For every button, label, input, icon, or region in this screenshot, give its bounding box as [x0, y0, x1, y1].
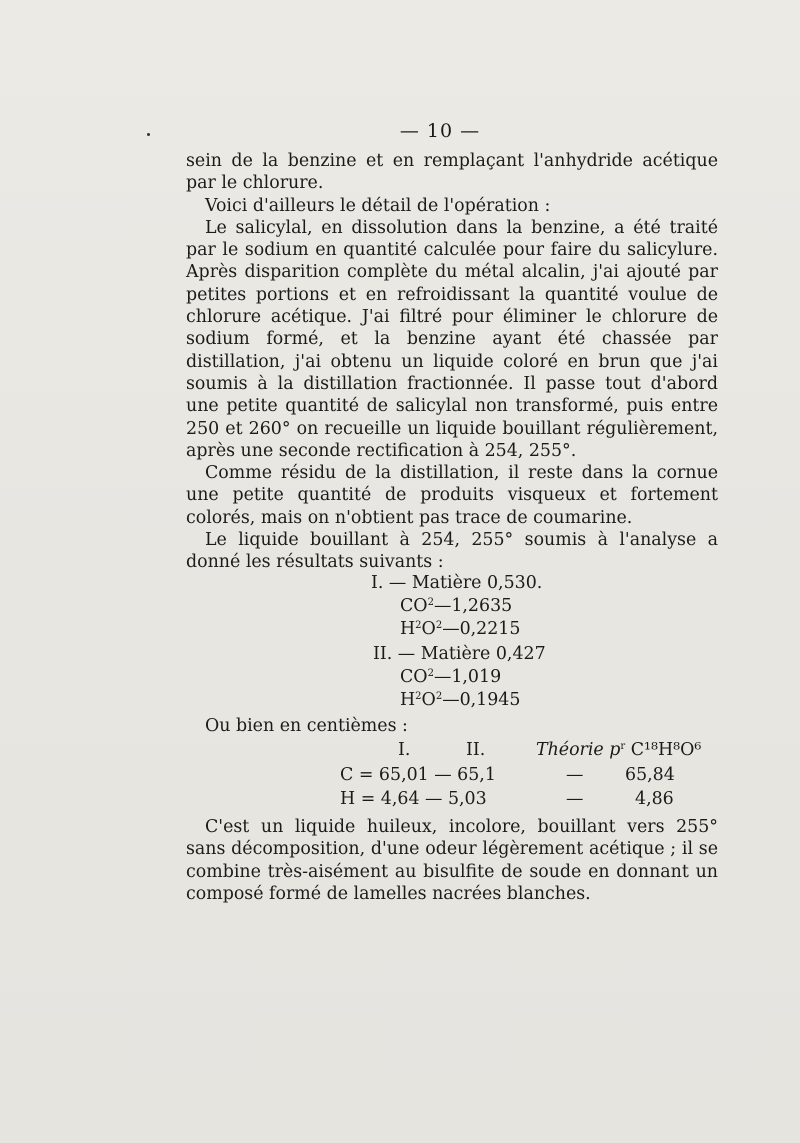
results-row-h: H = 4,64 — 5,03 [340, 789, 487, 809]
h-formula: H [400, 619, 416, 639]
analysis-ii-co2 [400, 666, 501, 689]
final-paragraph-block [186, 816, 718, 905]
results-row-h-dash: — [566, 789, 584, 809]
o-sup: 2 [435, 620, 443, 631]
h-formula: H [400, 690, 416, 710]
co-sup: 2 [427, 597, 434, 608]
body-text [186, 150, 718, 574]
theory-formula: C¹⁸H⁸O⁶ [630, 740, 702, 760]
co-formula: CO [400, 667, 428, 687]
o-sup: 2 [435, 691, 443, 702]
results-header-ii: II. [466, 740, 486, 760]
analysis-ii-h2o [400, 689, 520, 712]
results-row-h-theory: 4,86 [635, 789, 674, 809]
analysis-i-matiere: I. — Matière 0,530. [371, 573, 543, 593]
analysis-ii-co2-value: —1,019 [433, 667, 502, 687]
results-row-c: C = 65,01 — 65,1 [340, 765, 496, 785]
analysis-i-h2o-value: —0,2215 [442, 619, 521, 639]
analysis-i-co2-value: —1,2635 [433, 596, 513, 616]
paragraph-properties: C'est un liquide huileux, incolore, bouillant vers 255° sans décomposition, d'une odeur légèrement acétique ; il se combine très-aisément au bisulfite de soude en donnant un composé formé de lamelles nacrées blanches. [186, 817, 718, 904]
h-sup: 2 [415, 620, 422, 631]
theory-label: Théorie [536, 740, 604, 760]
co-sup: 2 [427, 668, 434, 679]
results-row-c-theory: 65,84 [625, 765, 675, 785]
o-formula: O [421, 690, 436, 710]
analysis-i-h2o [400, 618, 520, 641]
paragraph-procedure: Le salicylal, en dissolution dans la benzine, a été traité par le sodium en quantité calculée pour faire du salicylure. Après disparition complète du métal alcalin, j'ai ajouté par petites portions et en refroidissant la quantité voulue de chlorure acétique. J'ai filtré pour éliminer le chlorure de sodium formé, et la benzine ayant été chassée par distillation, j'ai obtenu un liquide coloré en brun que j'ai soumis à la distillation fractionnée. Il passe tout d'abord une petite quantité de salicylal non transformé, puis entre 250 et 260° on recueille un liquide bouillant régulièrement, après une seconde rectification à 254, 255°. [186, 217, 718, 461]
results-header-theory [536, 740, 701, 760]
centiemes-label: Ou bien en centièmes : [205, 716, 408, 736]
paragraph-residue: Comme résidu de la distillation, il reste dans la cornue une petite quantité de produits visqueux et fortement colorés, mais on n'obtient pas trace de coumarine. [186, 463, 718, 528]
results-row-c-dash: — [566, 765, 584, 785]
paragraph-analysis-intro: Le liquide bouillant à 254, 255° soumis à l'analyse a donné les résultats suivants : [186, 530, 718, 573]
h-sup: 2 [415, 691, 422, 702]
results-header-i: I. [398, 740, 411, 760]
analysis-ii-matiere: II. — Matière 0,427 [373, 644, 546, 664]
paragraph-continuation: sein de la benzine et en remplaçant l'anhydride acétique par le chlorure. [186, 151, 718, 194]
page-number: — 10 — [399, 120, 481, 142]
paragraph-operation-intro: Voici d'ailleurs le détail de l'opération : [205, 195, 551, 216]
theory-pour-sup: r [620, 741, 626, 752]
analysis-i-co2 [400, 595, 512, 618]
analysis-ii-h2o-value: —0,1945 [442, 690, 521, 710]
o-formula: O [421, 619, 436, 639]
theory-pour: p [609, 740, 621, 760]
co-formula: CO [400, 596, 428, 616]
